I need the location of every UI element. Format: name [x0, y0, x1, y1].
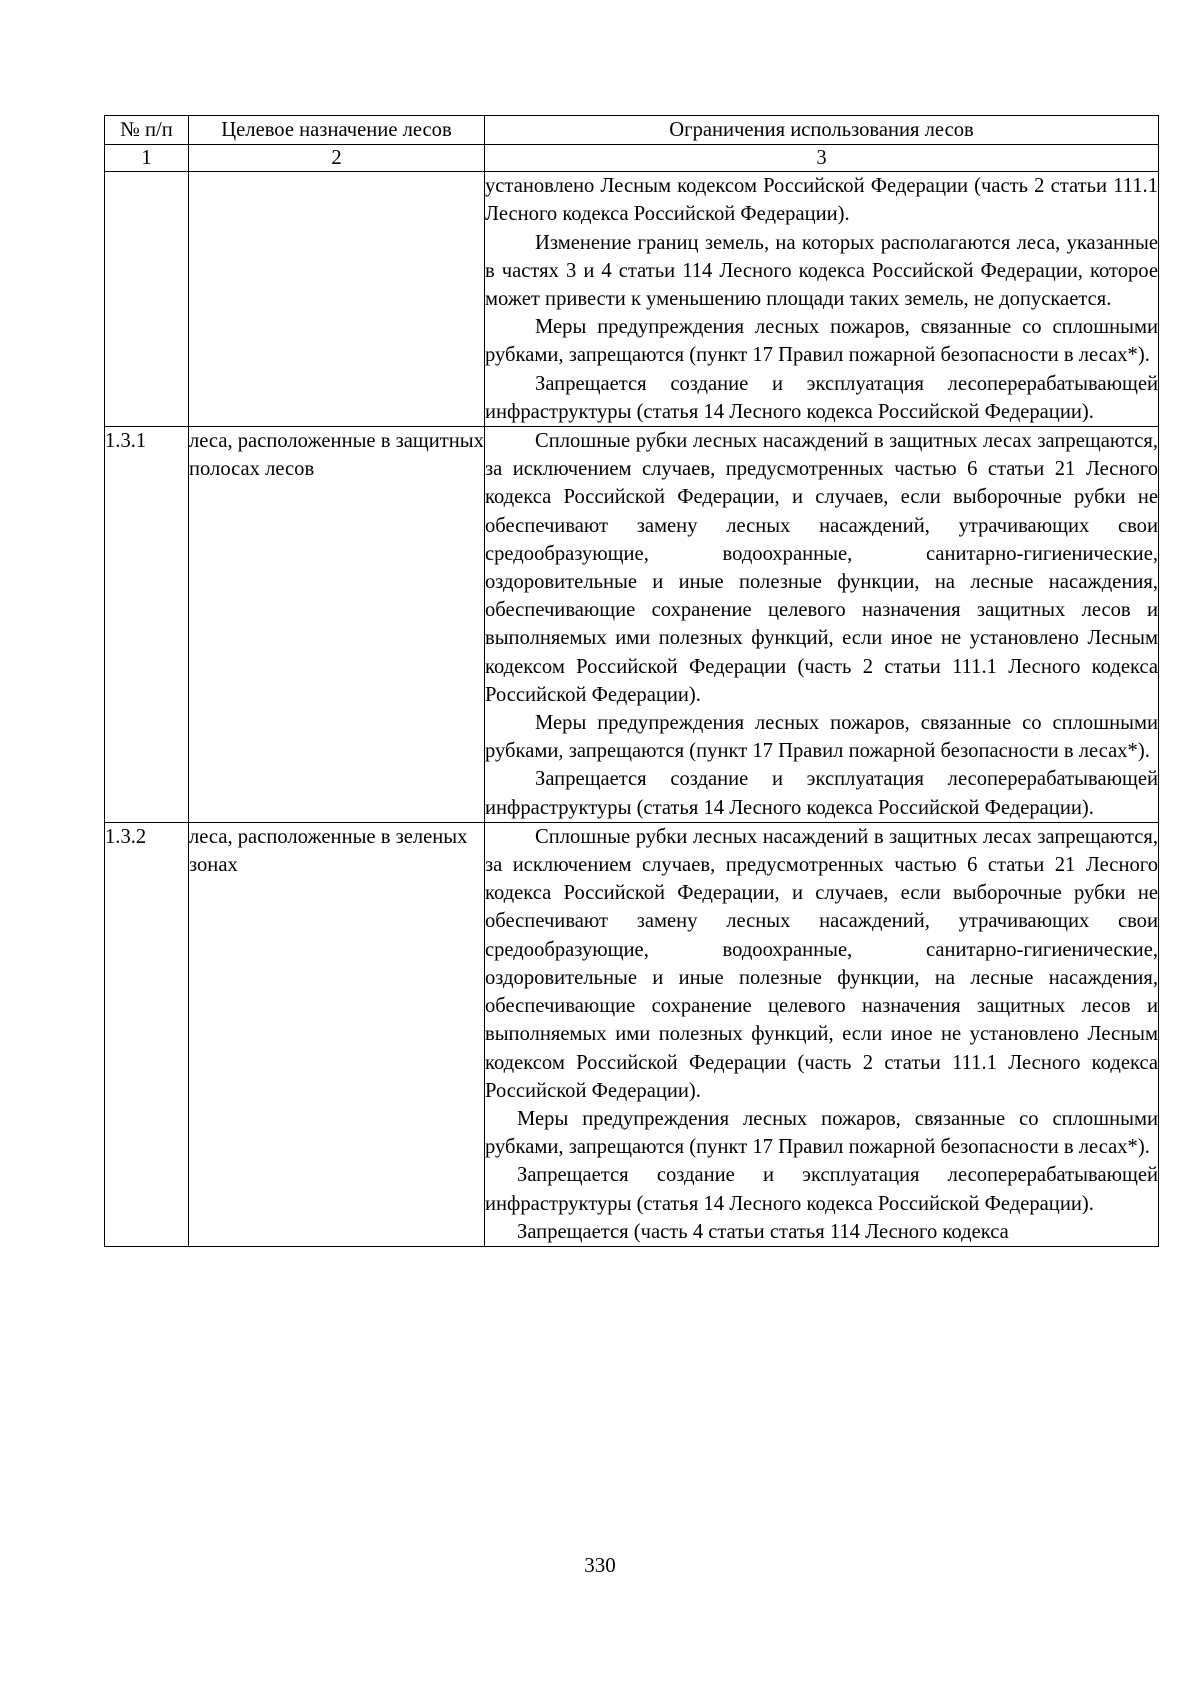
- restriction-paragraph: Меры предупреждения лесных пожаров, связанные со сплошными рубками, запрещаются (пункт 17 Правил пожарной безопасности в лесах*).: [485, 712, 1158, 763]
- table-row: [105, 822, 1159, 1246]
- forest-use-restrictions-table: [104, 115, 1159, 1247]
- restriction-paragraph: Сплошные рубки лесных насаждений в защитных лесах запрещаются, за исключением случаев, предусмотренных частью 6 статьи 21 Лесного кодекса Российской Федерации, и случаев, если выборочные рубки не обеспечивают замену лесных насаждений, утрачивающих свои средообразующие, водоохранные, санитарно-гигиенические, оздоровительные и иные полезные функции, на лесные насаждения, обеспечивающие сохранение целевого назначения защитных лесов и выполняемых ими полезных функций, если иное не установлено Лесным кодексом Российской Федерации (часть 2 статьи 111.1 Лесного кодекса Российской Федерации).: [485, 430, 1158, 706]
- row-number: 1.3.1: [105, 427, 189, 823]
- restriction-paragraph: Запрещается создание и эксплуатация лесоперерабатывающей инфраструктуры (статья 14 Лесного кодекса Российской Федерации).: [485, 768, 1158, 819]
- row-purpose: [189, 172, 485, 427]
- row-number: [105, 172, 189, 427]
- restriction-paragraph: установлено Лесным кодексом Российской Федерации (часть 2 статьи 111.1 Лесного кодекса Российской Федерации).: [485, 175, 1158, 226]
- page-number: 330: [584, 1553, 616, 1577]
- table-header-row: [105, 116, 1159, 145]
- table-row: [105, 172, 1159, 427]
- restriction-paragraph: Изменение границ земель, на которых располагаются леса, указанные в частях 3 и 4 статьи 114 Лесного кодекса Российской Федерации, которое может привести к уменьшению площади таких земель, не допускается.: [485, 231, 1158, 311]
- restriction-paragraph: Запрещается создание и эксплуатация лесоперерабатывающей инфраструктуры (статья 14 Лесного кодекса Российской Федерации).: [485, 1164, 1158, 1215]
- table-row: [105, 427, 1159, 823]
- restriction-paragraph: Запрещается (часть 4 статьи статья 114 Лесного кодекса: [517, 1220, 1009, 1243]
- row-purpose: леса, расположенные в защитных полосах лесов: [189, 427, 485, 823]
- row-restrictions: [485, 172, 1159, 427]
- restriction-paragraph: Меры предупреждения лесных пожаров, связанные со сплошными рубками, запрещаются (пункт 17 Правил пожарной безопасности в лесах*).: [485, 316, 1158, 367]
- header-number: № п/п: [105, 116, 189, 145]
- column-number-1: 1: [105, 145, 189, 172]
- column-number-2: 2: [189, 145, 485, 172]
- column-number-3: 3: [485, 145, 1159, 172]
- row-restrictions: [485, 822, 1159, 1246]
- row-purpose: леса, расположенные в зеленых зонах: [189, 822, 485, 1246]
- row-number: 1.3.2: [105, 822, 189, 1246]
- column-number-row: [105, 145, 1159, 172]
- restriction-paragraph: Запрещается создание и эксплуатация лесоперерабатывающей инфраструктуры (статья 14 Лесного кодекса Российской Федерации).: [485, 372, 1158, 423]
- header-purpose: Целевое назначение лесов: [189, 116, 485, 145]
- restriction-paragraph: Сплошные рубки лесных насаждений в защитных лесах запрещаются, за исключением случаев, предусмотренных частью 6 статьи 21 Лесного кодекса Российской Федерации, и случаев, если выборочные рубки не обеспечивают замену лесных насаждений, утрачивающих свои средообразующие, водоохранные, санитарно-гигиенические, оздоровительные и иные полезные функции, на лесные насаждения, обеспечивающие сохранение целевого назначения защитных лесов и выполняемых ими полезных функций, если иное не установлено Лесным кодексом Российской Федерации (часть 2 статьи 111.1 Лесного кодекса Российской Федерации).: [485, 825, 1158, 1102]
- header-restrictions: Ограничения использования лесов: [485, 116, 1159, 145]
- row-restrictions: [485, 427, 1159, 823]
- restriction-paragraph: Меры предупреждения лесных пожаров, связанные со сплошными рубками, запрещаются (пункт 17 Правил пожарной безопасности в лесах*).: [485, 1107, 1158, 1159]
